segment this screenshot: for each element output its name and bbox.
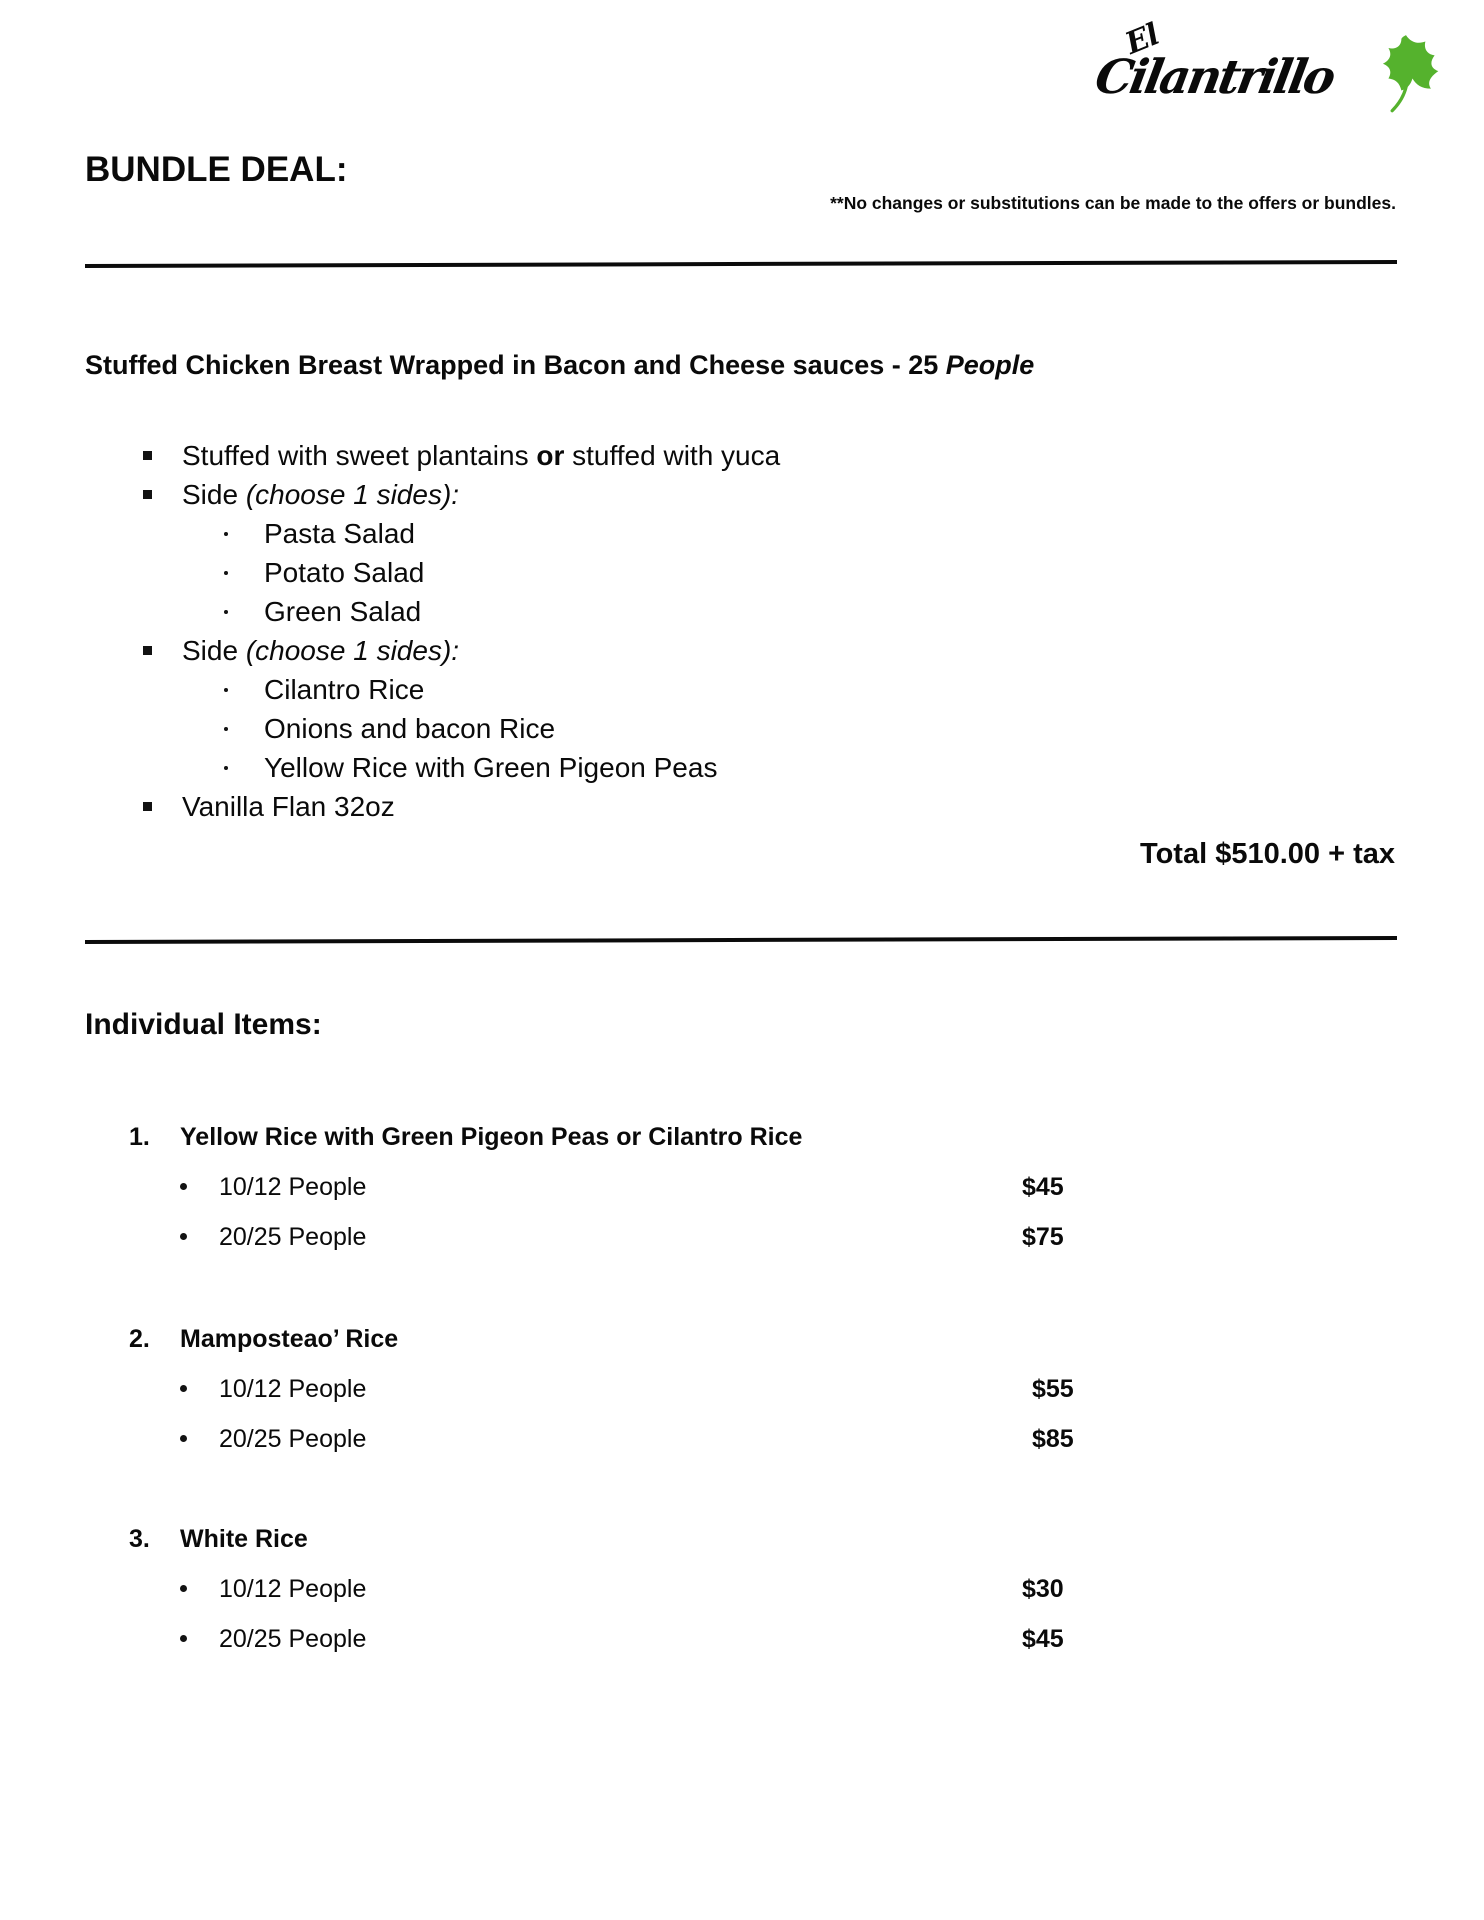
individual-items-heading: Individual Items: (85, 1008, 322, 1041)
option-price: $55 (1032, 1375, 1074, 1403)
option-price: $30 (1022, 1575, 1064, 1603)
item-name: White Rice (180, 1525, 308, 1553)
logo-name: Cilantrillo (1091, 50, 1337, 105)
bundle-total: Total $510.00 + tax (1140, 838, 1395, 870)
round-bullet-icon (180, 1385, 187, 1392)
item-title (85, 1524, 1397, 1574)
side-option-label: Cilantro Rice (264, 674, 425, 705)
restaurant-logo (1091, 17, 1436, 134)
dot-bullet-icon (224, 727, 228, 731)
option-label: 20/25 People (219, 1223, 367, 1251)
side-option (85, 748, 1397, 787)
option-price: $45 (1022, 1625, 1064, 1653)
dot-bullet-icon (224, 688, 228, 692)
side-option-label: Green Salad (264, 596, 422, 627)
cilantro-leaf-icon (1370, 26, 1442, 118)
item-option-row (85, 1222, 1397, 1272)
item-name: Yellow Rice with Green Pigeon Peas or Cilantro Rice (180, 1123, 803, 1151)
individual-item-2 (85, 1324, 1397, 1474)
bundle-bullet-side-1: Side (choose 1 sides): (85, 475, 1397, 514)
side-option (85, 670, 1397, 709)
logo-prefix: El (1120, 17, 1164, 62)
divider-middle (85, 936, 1397, 944)
option-label: 10/12 People (219, 1375, 367, 1403)
square-bullet-icon (143, 802, 152, 811)
round-bullet-icon (180, 1635, 187, 1642)
individual-item-1 (85, 1122, 1397, 1272)
option-label: 20/25 People (219, 1625, 367, 1653)
item-number: 2. (129, 1325, 150, 1353)
square-bullet-icon (143, 646, 152, 655)
side-option (85, 553, 1397, 592)
round-bullet-icon (180, 1233, 187, 1240)
divider-top (85, 260, 1397, 268)
dot-bullet-icon (224, 610, 228, 614)
option-label: 10/12 People (219, 1173, 367, 1201)
side-option (85, 709, 1397, 748)
round-bullet-icon (180, 1435, 187, 1442)
side-option-label: Pasta Salad (264, 518, 415, 549)
side-option-label: Onions and bacon Rice (264, 713, 556, 744)
item-option-row (85, 1424, 1397, 1474)
option-price: $75 (1022, 1223, 1064, 1251)
item-title (85, 1122, 1397, 1172)
bundle-bullet-stuffing: Stuffed with sweet plantains or stuffed with yuca (85, 436, 1397, 475)
side-option (85, 514, 1397, 553)
square-bullet-icon (143, 451, 152, 460)
bundle-heading (85, 350, 1034, 381)
individual-item-3 (85, 1524, 1397, 1674)
item-option-row (85, 1574, 1397, 1624)
bundle-bullet-side-2: Side (choose 1 sides): (85, 631, 1397, 670)
side-option-label: Potato Salad (264, 557, 425, 588)
item-title (85, 1324, 1397, 1374)
option-label: 20/25 People (219, 1425, 367, 1453)
item-option-row (85, 1374, 1397, 1424)
item-option-row (85, 1624, 1397, 1674)
option-price: $85 (1032, 1425, 1074, 1453)
dot-bullet-icon (224, 532, 228, 536)
side-option-label: Yellow Rice with Green Pigeon Peas (264, 752, 718, 783)
item-number: 1. (129, 1123, 150, 1151)
bundle-heading-text: Stuffed Chicken Breast Wrapped in Bacon and Cheese sauces - 25 (85, 350, 946, 380)
side-option (85, 592, 1397, 631)
round-bullet-icon (180, 1183, 187, 1190)
option-price: $45 (1022, 1173, 1064, 1201)
dot-bullet-icon (224, 766, 228, 770)
item-name: Mamposteao’ Rice (180, 1325, 399, 1353)
disclaimer-note: **No changes or substitutions can be made to the offers or bundles. (830, 193, 1396, 213)
square-bullet-icon (143, 490, 152, 499)
round-bullet-icon (180, 1585, 187, 1592)
bundle-list (85, 436, 1397, 826)
item-number: 3. (129, 1525, 150, 1553)
page-title: BUNDLE DEAL: (85, 150, 348, 189)
bundle-bullet-dessert: Vanilla Flan 32oz (85, 787, 1397, 826)
option-label: 10/12 People (219, 1575, 367, 1603)
bundle-heading-italic: People (945, 350, 1035, 380)
item-option-row (85, 1172, 1397, 1222)
dot-bullet-icon (224, 571, 228, 575)
